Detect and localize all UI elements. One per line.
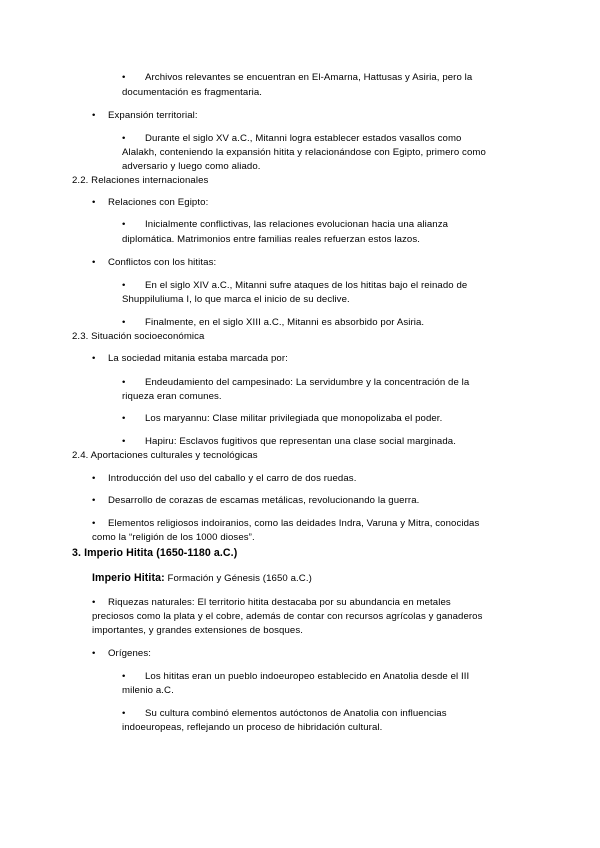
text-line: Finalmente, en el siglo XIII a.C., Mitanni es absorbido por Asiria. — [145, 317, 425, 328]
section-heading: 2.2. Relaciones internacionales — [72, 175, 209, 186]
text-line: indoeuropeas, reflejando un proceso de hibridación cultural. — [122, 722, 383, 733]
text-line: La sociedad mitania estaba marcada por: — [108, 353, 288, 364]
text-line: Relaciones con Egipto: — [108, 197, 209, 208]
subsection-heading — [92, 571, 312, 586]
text-line: Desarrollo de corazas de escamas metálicas, revolucionando la guerra. — [108, 495, 420, 506]
bullet-icon: • — [92, 597, 96, 608]
text-line: como la “religión de los 1000 dioses”. — [92, 532, 255, 543]
text-line: milenio a.C. — [122, 685, 174, 696]
text-line: Conflictos con los hititas: — [108, 257, 217, 268]
text-line: preciosos como la plata y el cobre, además de contar con recursos agrícolas y ganaderos — [92, 611, 483, 622]
bullet-icon: • — [92, 257, 96, 268]
text-line: diplomática. Matrimonios entre familias reales refuerzan estos lazos. — [122, 234, 421, 245]
text-line: documentación es fragmentaria. — [122, 87, 263, 98]
text-line: riqueza eran comunes. — [122, 391, 222, 402]
text-line: Durante el siglo XV a.C., Mitanni logra establecer estados vasallos como — [145, 133, 462, 144]
text-line: Los hititas eran un pueblo indoeuropeo establecido en Anatolia desde el III — [145, 671, 470, 682]
bullet-icon: • — [122, 377, 126, 388]
bullet-icon: • — [122, 280, 126, 291]
bullet-icon: • — [122, 413, 126, 424]
section-heading: 2.3. Situación socioeconómica — [72, 331, 205, 342]
bullet-icon: • — [92, 648, 96, 659]
text-line: Hapiru: Esclavos fugitivos que representan una clase social marginada. — [145, 436, 456, 447]
text-line: Riquezas naturales: El territorio hitita destacaba por su abundancia en metales — [108, 597, 451, 608]
text-line: Shuppiluliuma I, lo que marca el inicio de su declive. — [122, 294, 350, 305]
text-line: Elementos religiosos indoiranios, como las deidades Indra, Varuna y Mitra, conocidas — [108, 518, 480, 529]
bullet-icon: • — [92, 518, 96, 529]
bullet-icon: • — [122, 72, 126, 83]
bullet-icon: • — [92, 353, 96, 364]
text-line: Alalakh, conteniendo la expansión hitita y relacionándose con Egipto, primero como — [122, 147, 486, 158]
text-line: Orígenes: — [108, 648, 152, 659]
bullet-icon: • — [92, 473, 96, 484]
bullet-icon: • — [122, 671, 126, 682]
text-line: importantes, y grandes extensiones de bosques. — [92, 625, 303, 636]
bullet-icon: • — [92, 197, 96, 208]
text-line: Endeudamiento del campesinado: La servidumbre y la concentración de la — [145, 377, 470, 388]
bullet-icon: • — [122, 708, 126, 719]
subsection-heading-bold: Imperio Hitita: — [92, 572, 165, 584]
bullet-icon: • — [122, 317, 126, 328]
text-line: Su cultura combinó elementos autóctonos de Anatolia con influencias — [145, 708, 447, 719]
text-line: Los maryannu: Clase militar privilegiada que monopolizaba el poder. — [145, 413, 443, 424]
text-line: Archivos relevantes se encuentran en El-Amarna, Hattusas y Asiria, pero la — [145, 72, 473, 83]
text-line: En el siglo XIV a.C., Mitanni sufre ataques de los hititas bajo el reinado de — [145, 280, 468, 291]
text-line: Introducción del uso del caballo y el carro de dos ruedas. — [108, 473, 357, 484]
bullet-icon: • — [92, 495, 96, 506]
section-heading: 2.4. Aportaciones culturales y tecnológicas — [72, 450, 258, 461]
bullet-icon: • — [122, 133, 126, 144]
bullet-icon: • — [92, 110, 96, 121]
text-line: Inicialmente conflictivas, las relaciones evolucionan hacia una alianza — [145, 219, 449, 230]
bullet-icon: • — [122, 436, 126, 447]
bullet-icon: • — [122, 219, 126, 230]
text-line: adversario y luego como aliado. — [122, 161, 261, 172]
text-line: Expansión territorial: — [108, 110, 198, 121]
chapter-heading: 3. Imperio Hitita (1650-1180 a.C.) — [72, 547, 238, 559]
subsection-heading-rest: Formación y Génesis (1650 a.C.) — [167, 573, 312, 584]
